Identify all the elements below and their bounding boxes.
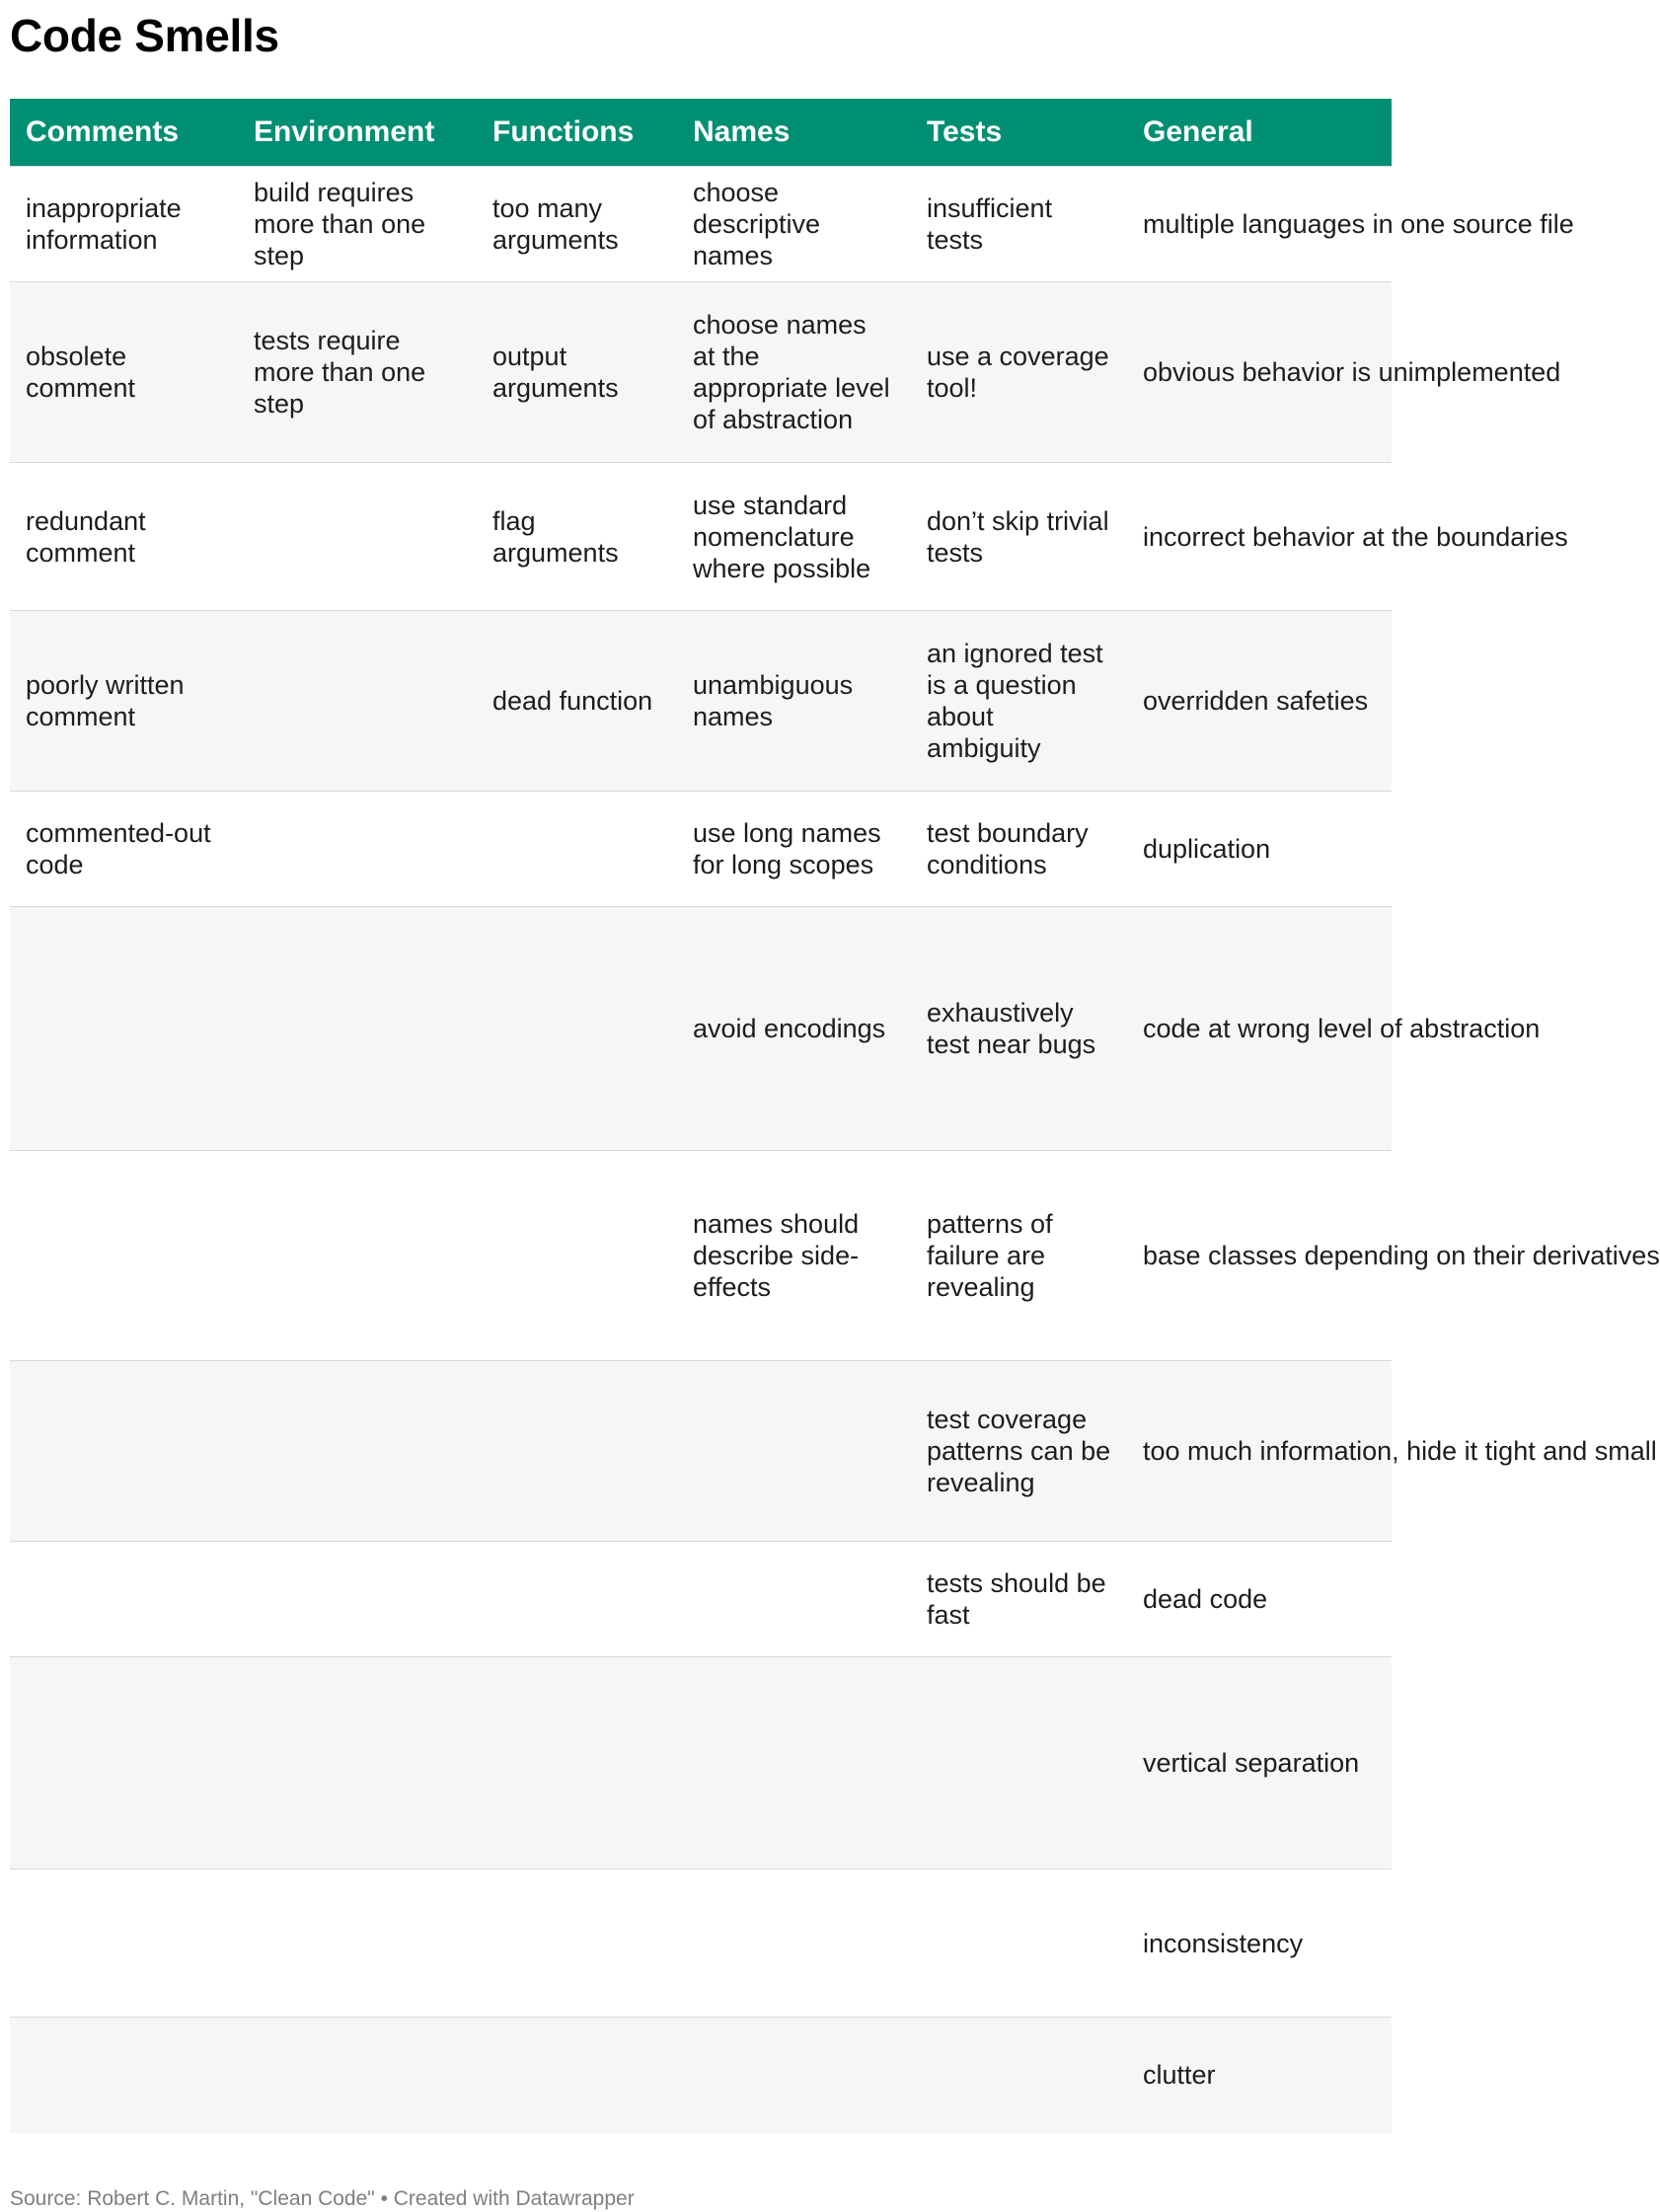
table-cell-general: incorrect behavior at the boundaries	[1127, 463, 1392, 611]
table-cell-general: duplication	[1127, 792, 1392, 907]
table-cell-general: overridden safeties	[1127, 611, 1392, 792]
table-cell-tests: test boundary conditions	[911, 792, 1127, 907]
table-row	[10, 1151, 1392, 1361]
table-cell-comments	[10, 907, 238, 1151]
table-cell-functions: dead function	[477, 611, 677, 792]
table-cell-functions: output arguments	[477, 282, 677, 463]
table-cell-environment	[238, 1657, 477, 1869]
table-cell-tests: an ignored test is a question about ambiguity	[911, 611, 1127, 792]
table-cell-general: clutter	[1127, 2018, 1392, 2133]
table-cell-tests: don’t skip trivial tests	[911, 463, 1127, 611]
column-header-comments[interactable]: Comments	[10, 99, 238, 167]
table-cell-comments	[10, 1657, 238, 1869]
table-cell-comments: obsolete comment	[10, 282, 238, 463]
table-cell-comments: inappropriate information	[10, 167, 238, 282]
header-row	[10, 99, 1392, 167]
code-smells-table	[10, 99, 1660, 2133]
table-cell-tests: use a coverage tool!	[911, 282, 1127, 463]
table-cell-environment	[238, 611, 477, 792]
column-header-tests[interactable]: Tests	[911, 99, 1127, 167]
table-cell-general: dead code	[1127, 1542, 1392, 1657]
table-row	[10, 907, 1392, 1151]
table-cell-general: base classes depending on their derivatives	[1127, 1151, 1392, 1361]
table-cell-names: names should describe side-effects	[677, 1151, 911, 1361]
table-row	[10, 282, 1392, 463]
table-cell-names: use standard nomenclature where possible	[677, 463, 911, 611]
table-cell-functions: too many arguments	[477, 167, 677, 282]
table-row	[10, 167, 1392, 282]
table-cell-names	[677, 1657, 911, 1869]
table-cell-comments	[10, 1151, 238, 1361]
table-row	[10, 1657, 1392, 1869]
table-cell-tests: tests should be fast	[911, 1542, 1127, 1657]
source-footnote: Source: Robert C. Martin, "Clean Code" • Created with Datawrapper	[10, 2187, 635, 2210]
table-cell-functions	[477, 907, 677, 1151]
table-cell-tests: patterns of failure are revealing	[911, 1151, 1127, 1361]
table-cell-comments	[10, 1542, 238, 1657]
table-cell-environment	[238, 2018, 477, 2133]
table-cell-comments	[10, 1361, 238, 1542]
table-cell-general: inconsistency	[1127, 1869, 1392, 2018]
table-cell-environment	[238, 907, 477, 1151]
column-header-environment[interactable]: Environment	[238, 99, 477, 167]
table-row	[10, 792, 1392, 907]
table-cell-tests: test coverage patterns can be revealing	[911, 1361, 1127, 1542]
table-cell-functions	[477, 1542, 677, 1657]
table-cell-environment: tests require more than one step	[238, 282, 477, 463]
column-header-functions[interactable]: Functions	[477, 99, 677, 167]
chart-title: Code Smells	[10, 10, 279, 61]
table-cell-environment: build requires more than one step	[238, 167, 477, 282]
table-cell-environment	[238, 463, 477, 611]
table-cell-names: unambiguous names	[677, 611, 911, 792]
table-cell-functions	[477, 792, 677, 907]
table-cell-functions	[477, 1869, 677, 2018]
table-cell-general: multiple languages in one source file	[1127, 167, 1392, 282]
table-cell-functions	[477, 1657, 677, 1869]
table-cell-general: code at wrong level of abstraction	[1127, 907, 1392, 1151]
table-cell-general: vertical separation	[1127, 1657, 1392, 1869]
table-cell-environment	[238, 1869, 477, 2018]
table-cell-names	[677, 2018, 911, 2133]
table-cell-comments: poorly written comment	[10, 611, 238, 792]
table-cell-functions	[477, 1151, 677, 1361]
table-cell-functions: flag arguments	[477, 463, 677, 611]
table-row	[10, 1869, 1392, 2018]
table-cell-names	[677, 1542, 911, 1657]
table-cell-comments: commented-out code	[10, 792, 238, 907]
table-row	[10, 463, 1392, 611]
table-cell-environment	[238, 1361, 477, 1542]
table-cell-comments	[10, 2018, 238, 2133]
table-cell-environment	[238, 1151, 477, 1361]
table-cell-environment	[238, 1542, 477, 1657]
column-header-names[interactable]: Names	[677, 99, 911, 167]
table-cell-general: obvious behavior is unimplemented	[1127, 282, 1392, 463]
table-cell-names: choose names at the appropriate level of abstraction	[677, 282, 911, 463]
column-header-general[interactable]: General	[1127, 99, 1392, 167]
table-cell-tests	[911, 2018, 1127, 2133]
table-cell-tests	[911, 1869, 1127, 2018]
table-cell-names: avoid encodings	[677, 907, 911, 1151]
table-row	[10, 2018, 1392, 2133]
table-row	[10, 1361, 1392, 1542]
table-cell-names	[677, 1869, 911, 2018]
table-cell-comments: redundant comment	[10, 463, 238, 611]
table-cell-tests: exhaustively test near bugs	[911, 907, 1127, 1151]
table-container	[10, 99, 1660, 2133]
table-cell-functions	[477, 2018, 677, 2133]
table-cell-tests: insufficient tests	[911, 167, 1127, 282]
table-cell-names: choose descriptive names	[677, 167, 911, 282]
table-row	[10, 1542, 1392, 1657]
table-row	[10, 611, 1392, 792]
table-cell-names	[677, 1361, 911, 1542]
table-cell-tests	[911, 1657, 1127, 1869]
table-cell-comments	[10, 1869, 238, 2018]
table-cell-names: use long names for long scopes	[677, 792, 911, 907]
table-cell-functions	[477, 1361, 677, 1542]
table-cell-environment	[238, 792, 477, 907]
table-cell-general: too much information, hide it tight and small	[1127, 1361, 1392, 1542]
